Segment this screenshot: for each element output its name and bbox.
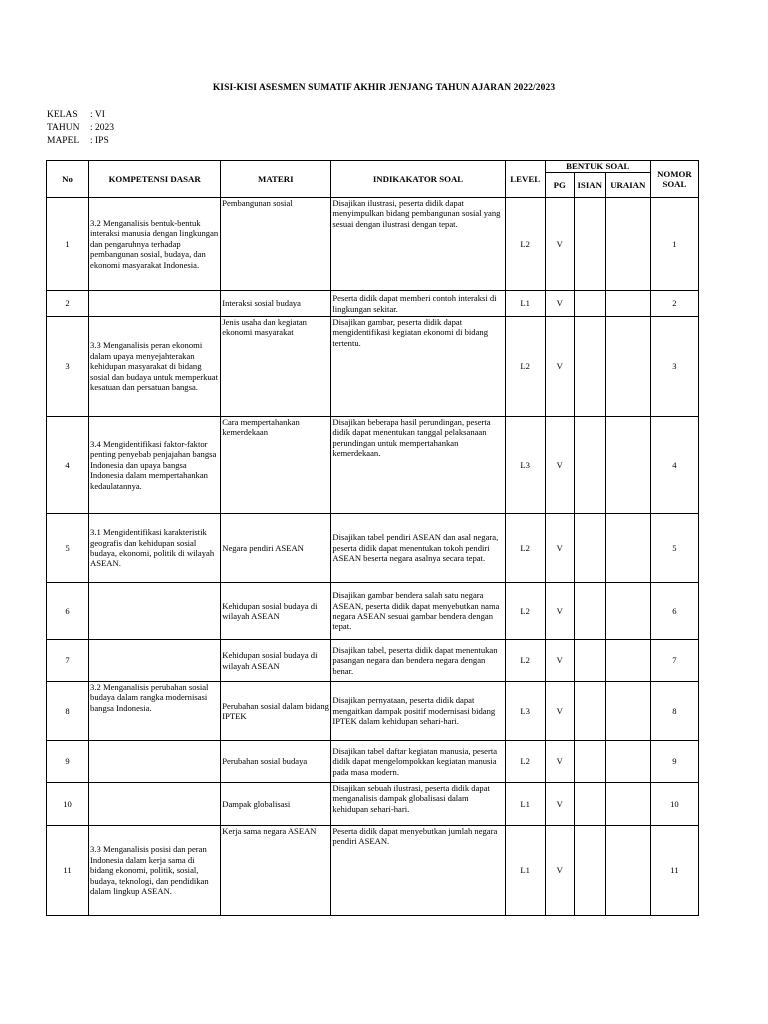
cell-isian — [574, 514, 605, 583]
cell-materi: Negara pendiri ASEAN — [221, 514, 331, 583]
cell-indikator: Disajikan tabel, peserta didik dapat menentukan pasangan negara dan bendera negara dengan benar. — [331, 640, 505, 682]
cell-nomor: 7 — [650, 640, 698, 682]
header-bentuk-soal: BENTUK SOAL — [545, 161, 650, 173]
cell-level: L2 — [505, 198, 545, 291]
cell-pg: V — [545, 514, 574, 583]
cell-nomor: 1 — [650, 198, 698, 291]
cell-isian — [574, 291, 605, 317]
cell-pg: V — [545, 317, 574, 417]
meta-key: MAPEL — [47, 136, 80, 146]
cell-indikator: Disajikan ilustrasi, peserta didik dapat menyimpulkan bidang pembangunan sosial yang sesuai dengan ilustrasi dengan tepat. — [331, 198, 505, 291]
cell-materi: Kehidupan sosial budaya di wilayah ASEAN — [221, 640, 331, 682]
cell-uraian — [605, 826, 650, 916]
cell-kompetensi-dasar: 3.3 Menganalisis peran ekonomi dalam upaya menyejahterakan kehidupan masyarakat di bidang sosial dan budaya untuk memperkuat kesatuan dan persatuan bangsa. — [89, 317, 221, 417]
cell-kompetensi-dasar — [89, 741, 221, 783]
cell-indikator: Disajikan gambar bendera salah satu negara ASEAN, peserta didik dapat menyebutkan nama negara ASEAN sesuai gambar bendera dengan tepat. — [331, 583, 505, 640]
document-meta — [47, 109, 114, 148]
cell-pg: V — [545, 417, 574, 514]
cell-no: 10 — [47, 783, 89, 826]
cell-level: L2 — [505, 583, 545, 640]
cell-kompetensi-dasar — [89, 783, 221, 826]
cell-nomor: 8 — [650, 682, 698, 741]
cell-no: 5 — [47, 514, 89, 583]
header-nomor-soal: NOMOR SOAL — [650, 161, 698, 198]
cell-indikator: Disajikan pernyataan, peserta didik dapat mengaitkan dampak positif modernisasi bidang IPTEK dalam kehidupan sehari-hari. — [331, 682, 505, 741]
cell-materi: Perubahan sosial dalam bidang IPTEK — [221, 682, 331, 741]
cell-level: L1 — [505, 783, 545, 826]
table-row — [47, 783, 699, 826]
cell-materi: Kerja sama negara ASEAN — [221, 826, 331, 916]
header-materi: MATERI — [221, 161, 331, 198]
cell-no: 3 — [47, 317, 89, 417]
meta-value: : 2023 — [90, 123, 115, 133]
cell-level: L3 — [505, 682, 545, 741]
cell-uraian — [605, 682, 650, 741]
cell-indikator: Peserta didik dapat menyebutkan jumlah negara pendiri ASEAN. — [331, 826, 505, 916]
cell-materi: Cara mempertahankan kemerdekaan — [221, 417, 331, 514]
cell-pg: V — [545, 826, 574, 916]
table-row — [47, 514, 699, 583]
cell-uraian — [605, 583, 650, 640]
cell-no: 11 — [47, 826, 89, 916]
header-kompetensi-dasar: KOMPETENSI DASAR — [89, 161, 221, 198]
cell-nomor: 9 — [650, 741, 698, 783]
cell-nomor: 10 — [650, 783, 698, 826]
cell-pg: V — [545, 783, 574, 826]
cell-uraian — [605, 741, 650, 783]
cell-isian — [574, 583, 605, 640]
header-pg: PG — [545, 173, 574, 198]
meta-row-mapel — [47, 135, 114, 148]
table-row — [47, 741, 699, 783]
cell-pg: V — [545, 741, 574, 783]
cell-uraian — [605, 317, 650, 417]
cell-indikator: Disajikan tabel pendiri ASEAN dan asal negara, peserta didik dapat menentukan tokoh pendiri ASEAN beserta negara asalnya secara tepat. — [331, 514, 505, 583]
cell-kompetensi-dasar: 3.2 Menganalisis bentuk-bentuk interaksi manusia dengan lingkungan dan pengaruhnya terhadap pembangunan sosial, budaya, dan ekonomi masyarakat Indonesia. — [89, 198, 221, 291]
cell-isian — [574, 317, 605, 417]
cell-isian — [574, 783, 605, 826]
meta-row-kelas — [47, 109, 114, 122]
kisi-kisi-table — [46, 160, 699, 916]
cell-no: 1 — [47, 198, 89, 291]
document-title: KISI-KISI ASESMEN SUMATIF AKHIR JENJANG TAHUN AJARAN 2022/2023 — [212, 83, 556, 93]
cell-isian — [574, 198, 605, 291]
cell-isian — [574, 682, 605, 741]
cell-uraian — [605, 640, 650, 682]
cell-level: L2 — [505, 514, 545, 583]
cell-no: 8 — [47, 682, 89, 741]
cell-kompetensi-dasar: 3.4 Mengidentifikasi faktor-faktor penting penyebab penjajahan bangsa Indonesia dan upaya bangsa Indonesia dalam mempertahankan kedaulatannya. — [89, 417, 221, 514]
cell-kompetensi-dasar: 3.1 Mengidentifikasi karakteristik geografis dan kehidupan sosial budaya, ekonomi, politik di wilayah ASEAN. — [89, 514, 221, 583]
cell-kompetensi-dasar: 3.2 Menganalisis perubahan sosial budaya dalam rangka modernisasi bangsa Indonesia. — [89, 682, 221, 741]
cell-level: L3 — [505, 417, 545, 514]
header-no: No — [47, 161, 89, 198]
cell-isian — [574, 640, 605, 682]
cell-materi: Kehidupan sosial budaya di wilayah ASEAN — [221, 583, 331, 640]
cell-no: 2 — [47, 291, 89, 317]
cell-materi: Perubahan sosial budaya — [221, 741, 331, 783]
cell-kompetensi-dasar: 3.3 Menganalisis posisi dan peran Indonesia dalam kerja sama di bidang ekonomi, politik, sosial, budaya, teknologi, dan pendidikan dalam lingkup ASEAN. — [89, 826, 221, 916]
cell-pg: V — [545, 640, 574, 682]
cell-level: L1 — [505, 826, 545, 916]
cell-level: L1 — [505, 291, 545, 317]
header-level: LEVEL — [505, 161, 545, 198]
table-row — [47, 826, 699, 916]
table-row — [47, 291, 699, 317]
cell-nomor: 4 — [650, 417, 698, 514]
header-isian: ISIAN — [574, 173, 605, 198]
cell-kompetensi-dasar — [89, 640, 221, 682]
meta-key: TAHUN — [47, 123, 80, 133]
table-row — [47, 682, 699, 741]
cell-kompetensi-dasar — [89, 291, 221, 317]
cell-uraian — [605, 198, 650, 291]
cell-indikator: Disajikan sebuah ilustrasi, peserta didik dapat menganalisis dampak globalisasi dalam kehidupan sehari-hari. — [331, 783, 505, 826]
cell-nomor: 11 — [650, 826, 698, 916]
cell-pg: V — [545, 682, 574, 741]
cell-pg: V — [545, 198, 574, 291]
meta-value: : VI — [90, 110, 105, 120]
cell-uraian — [605, 783, 650, 826]
cell-nomor: 5 — [650, 514, 698, 583]
cell-isian — [574, 741, 605, 783]
cell-isian — [574, 417, 605, 514]
cell-materi: Jenis usaha dan kegiatan ekonomi masyarakat — [221, 317, 331, 417]
cell-no: 9 — [47, 741, 89, 783]
cell-pg: V — [545, 291, 574, 317]
cell-level: L2 — [505, 317, 545, 417]
meta-row-tahun — [47, 122, 114, 135]
table-row — [47, 317, 699, 417]
cell-indikator: Disajikan beberapa hasil perundingan, peserta didik dapat menentukan tanggal pelaksanaan perundingan untuk mempertahankan kemerdekaan. — [331, 417, 505, 514]
cell-pg: V — [545, 583, 574, 640]
table-row — [47, 198, 699, 291]
cell-indikator: Disajikan gambar, peserta didik dapat mengidentifikasi kegiatan ekonomi di bidang tertentu. — [331, 317, 505, 417]
cell-no: 6 — [47, 583, 89, 640]
header-indikator-soal: INDIKAKATOR SOAL — [331, 161, 505, 198]
cell-kompetensi-dasar — [89, 583, 221, 640]
header-uraian: URAIAN — [605, 173, 650, 198]
table-row — [47, 417, 699, 514]
cell-nomor: 6 — [650, 583, 698, 640]
table-row — [47, 583, 699, 640]
cell-level: L2 — [505, 741, 545, 783]
cell-uraian — [605, 417, 650, 514]
meta-key: KELAS — [47, 110, 78, 120]
cell-materi: Dampak globalisasi — [221, 783, 331, 826]
cell-level: L2 — [505, 640, 545, 682]
cell-nomor: 3 — [650, 317, 698, 417]
cell-uraian — [605, 514, 650, 583]
cell-isian — [574, 826, 605, 916]
cell-indikator: Disajikan tabel daftar kegiatan manusia, peserta didik dapat mengelompokkan kegiatan manusia pada masa modern. — [331, 741, 505, 783]
cell-no: 4 — [47, 417, 89, 514]
cell-no: 7 — [47, 640, 89, 682]
cell-materi: Interaksi sosial budaya — [221, 291, 331, 317]
meta-value: : IPS — [90, 136, 109, 146]
cell-nomor: 2 — [650, 291, 698, 317]
cell-uraian — [605, 291, 650, 317]
table-row — [47, 640, 699, 682]
cell-indikator: Peserta didik dapat memberi contoh interaksi di lingkungan sekitar. — [331, 291, 505, 317]
cell-materi: Pembangunan sosial — [221, 198, 331, 291]
